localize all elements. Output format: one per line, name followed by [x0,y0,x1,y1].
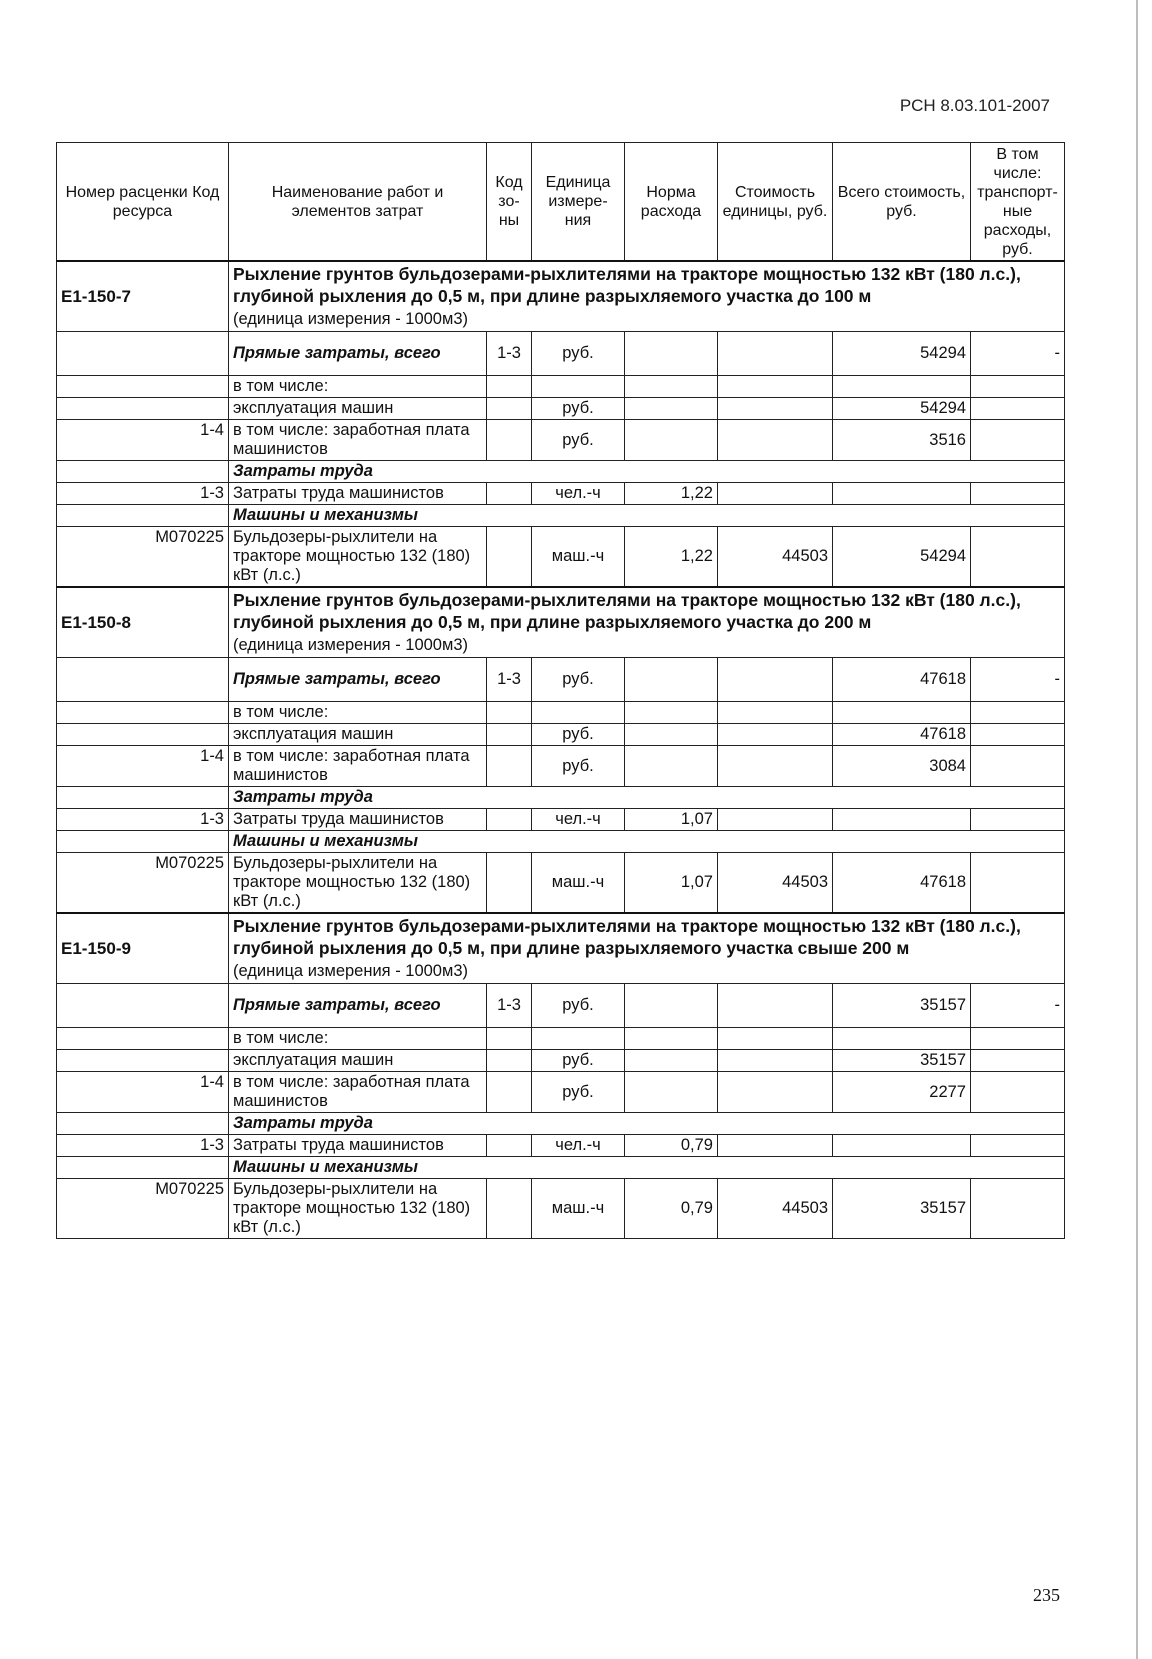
wage-unit: руб. [532,420,625,461]
cell-empty [718,1135,833,1157]
including-row [57,376,1065,398]
direct-costs-total: 35157 [833,984,971,1028]
machine-resource-unit: маш.-ч [532,853,625,914]
labor-header-row [57,461,1065,483]
header-name: Наименование работ и элементов затрат [229,143,487,262]
cell-empty [971,376,1065,398]
header-unit-cost: Стоимость единицы, руб. [718,143,833,262]
labor-unit: чел.-ч [532,809,625,831]
cell-empty [971,527,1065,588]
rate-title-row [57,913,1065,984]
machine-resource-name: Бульдозеры-рыхлители на тракторе мощностью 132 (180) кВт (л.с.) [229,527,487,588]
machine-operation-row [57,724,1065,746]
rate-title-text: Рыхление грунтов бульдозерами-рыхлителями на тракторе мощностью 132 кВт (180 л.с.), глубиной рыхления до 0,5 м, при длине разрыхляемого участка до 100 м [233,264,1021,306]
cell-empty [971,1072,1065,1113]
machine-resource-code: М070225 [57,853,229,914]
including-row [57,702,1065,724]
wage-unit: руб. [532,746,625,787]
including-label: в том числе: [229,1028,487,1050]
cell-empty [718,1072,833,1113]
cell-empty [625,1028,718,1050]
cell-empty [718,809,833,831]
cell-empty [971,1135,1065,1157]
cell-empty [57,1157,229,1179]
cell-empty [57,1113,229,1135]
cell-empty [718,746,833,787]
direct-costs-row [57,984,1065,1028]
cell-empty [625,1072,718,1113]
cell-empty [57,505,229,527]
machine-resource-code: М070225 [57,527,229,588]
cell-empty [625,984,718,1028]
machine-operation-unit: руб. [532,398,625,420]
labor-code: 1-3 [57,483,229,505]
rate-title [229,261,1065,332]
cell-empty [487,420,532,461]
cell-empty [487,1072,532,1113]
cell-empty [971,420,1065,461]
rate-unit-line: (единица измерения - 1000м3) [233,310,468,328]
direct-costs-total: 54294 [833,332,971,376]
labor-header: Затраты труда [229,1113,1065,1135]
cell-empty [487,1050,532,1072]
machines-header-row [57,831,1065,853]
rates-table [56,142,1065,1239]
direct-costs-label: Прямые затраты, всего [229,658,487,702]
wage-code: 1-4 [57,1072,229,1113]
cell-empty [625,398,718,420]
machine-operation-label: эксплуатация машин [229,398,487,420]
rate-title [229,587,1065,658]
cell-empty [57,1050,229,1072]
header-transport: В том числе: транспорт-ные расходы, руб. [971,143,1065,262]
cell-empty [971,746,1065,787]
wage-total: 3516 [833,420,971,461]
machine-operation-row [57,398,1065,420]
labor-norm: 0,79 [625,1135,718,1157]
machine-resource-row [57,853,1065,914]
wage-total: 3084 [833,746,971,787]
rate-title-text: Рыхление грунтов бульдозерами-рыхлителями на тракторе мощностью 132 кВт (180 л.с.), глубиной рыхления до 0,5 м, при длине разрыхляемого участка свыше 200 м [233,916,1021,958]
cell-empty [718,376,833,398]
cell-empty [487,1135,532,1157]
rate-code: Е1-150-9 [57,913,229,984]
direct-costs-transport: - [971,332,1065,376]
machines-header-row [57,1157,1065,1179]
rate-title [229,913,1065,984]
header-zone: Код зо-ны [487,143,532,262]
page-edge-line [1136,0,1138,1659]
rate-title-row [57,587,1065,658]
cell-empty [57,332,229,376]
machine-operation-total: 47618 [833,724,971,746]
cell-empty [487,809,532,831]
cell-empty [57,787,229,809]
wage-unit: руб. [532,1072,625,1113]
cell-empty [718,1050,833,1072]
direct-costs-row [57,658,1065,702]
machine-resource-code: М070225 [57,1179,229,1239]
rate-unit-line: (единица измерения - 1000м3) [233,962,468,980]
rate-code: Е1-150-7 [57,261,229,332]
machine-resource-unit-cost: 44503 [718,853,833,914]
cell-empty [833,1028,971,1050]
machine-resource-unit-cost: 44503 [718,527,833,588]
cell-empty [487,1179,532,1239]
labor-row [57,483,1065,505]
cell-empty [57,831,229,853]
document-code: РСН 8.03.101-2007 [899,96,1050,115]
cell-empty [57,1028,229,1050]
labor-code: 1-3 [57,1135,229,1157]
rate-title-row [57,261,1065,332]
direct-costs-transport: - [971,984,1065,1028]
cell-empty [625,746,718,787]
cell-empty [57,702,229,724]
direct-costs-unit: руб. [532,984,625,1028]
cell-empty [625,332,718,376]
cell-empty [625,376,718,398]
cell-empty [833,809,971,831]
machine-resource-name: Бульдозеры-рыхлители на тракторе мощностью 132 (180) кВт (л.с.) [229,1179,487,1239]
labor-code: 1-3 [57,809,229,831]
machine-resource-row [57,1179,1065,1239]
labor-row [57,1135,1065,1157]
cell-empty [971,1028,1065,1050]
cell-empty [833,483,971,505]
machines-header: Машины и механизмы [229,1157,1065,1179]
wage-row [57,1072,1065,1113]
machine-resource-unit: маш.-ч [532,1179,625,1239]
labor-label: Затраты труда машинистов [229,483,487,505]
machine-resource-total: 54294 [833,527,971,588]
cell-empty [487,853,532,914]
machine-resource-norm: 1,07 [625,853,718,914]
wage-label: в том числе: заработная плата машинистов [229,420,487,461]
cell-empty [971,724,1065,746]
labor-header: Затраты труда [229,787,1065,809]
machine-resource-unit: маш.-ч [532,527,625,588]
cell-empty [487,376,532,398]
cell-empty [718,984,833,1028]
including-label: в том числе: [229,376,487,398]
table-header [57,143,1065,262]
cell-empty [971,853,1065,914]
machine-operation-unit: руб. [532,1050,625,1072]
cell-empty [57,376,229,398]
direct-costs-label: Прямые затраты, всего [229,984,487,1028]
cell-empty [833,702,971,724]
wage-code: 1-4 [57,420,229,461]
cell-empty [57,724,229,746]
machine-resource-norm: 1,22 [625,527,718,588]
cell-empty [971,1050,1065,1072]
header-total-cost: Всего стоимость, руб. [833,143,971,262]
wage-code: 1-4 [57,746,229,787]
labor-label: Затраты труда машинистов [229,1135,487,1157]
cell-empty [57,984,229,1028]
cell-empty [532,702,625,724]
machines-header: Машины и механизмы [229,505,1065,527]
wage-row [57,746,1065,787]
page-number: 235 [1033,1585,1060,1605]
labor-row [57,809,1065,831]
direct-costs-zone: 1-3 [487,984,532,1028]
direct-costs-label: Прямые затраты, всего [229,332,487,376]
direct-costs-zone: 1-3 [487,332,532,376]
cell-empty [625,702,718,724]
cell-empty [625,420,718,461]
cell-empty [718,724,833,746]
cell-empty [532,376,625,398]
cell-empty [487,1028,532,1050]
cell-empty [487,398,532,420]
wage-label: в том числе: заработная плата машинистов [229,1072,487,1113]
machine-operation-total: 35157 [833,1050,971,1072]
cell-empty [971,809,1065,831]
machine-resource-name: Бульдозеры-рыхлители на тракторе мощностью 132 (180) кВт (л.с.) [229,853,487,914]
cell-empty [57,398,229,420]
machine-resource-unit-cost: 44503 [718,1179,833,1239]
machine-operation-label: эксплуатация машин [229,724,487,746]
direct-costs-zone: 1-3 [487,658,532,702]
labor-unit: чел.-ч [532,1135,625,1157]
cell-empty [971,483,1065,505]
cell-empty [833,1135,971,1157]
rate-unit-line: (единица измерения - 1000м3) [233,636,468,654]
cell-empty [718,420,833,461]
labor-header-row [57,787,1065,809]
table-body [57,261,1065,1239]
cell-empty [57,658,229,702]
cell-empty [718,332,833,376]
cell-empty [718,658,833,702]
including-row [57,1028,1065,1050]
labor-header-row [57,1113,1065,1135]
wage-total: 2277 [833,1072,971,1113]
cell-empty [487,746,532,787]
machines-header: Машины и механизмы [229,831,1065,853]
cell-empty [625,658,718,702]
rate-title-text: Рыхление грунтов бульдозерами-рыхлителями на тракторе мощностью 132 кВт (180 л.с.), глубиной рыхления до 0,5 м, при длине разрыхляемого участка до 200 м [233,590,1021,632]
direct-costs-unit: руб. [532,658,625,702]
cell-empty [625,724,718,746]
machines-header-row [57,505,1065,527]
header-rate-code: Номер расценки Код ресурса [57,143,229,262]
labor-norm: 1,07 [625,809,718,831]
cell-empty [971,398,1065,420]
cell-empty [487,702,532,724]
direct-costs-total: 47618 [833,658,971,702]
machine-resource-total: 47618 [833,853,971,914]
labor-header: Затраты труда [229,461,1065,483]
rate-code: Е1-150-8 [57,587,229,658]
cell-empty [718,1028,833,1050]
machine-operation-row [57,1050,1065,1072]
labor-norm: 1,22 [625,483,718,505]
cell-empty [487,724,532,746]
header-norm: Норма расхода [625,143,718,262]
machine-resource-total: 35157 [833,1179,971,1239]
cell-empty [487,527,532,588]
machine-operation-total: 54294 [833,398,971,420]
cell-empty [718,483,833,505]
machine-operation-unit: руб. [532,724,625,746]
cell-empty [487,483,532,505]
cell-empty [57,461,229,483]
header-unit: Единица измере-ния [532,143,625,262]
machine-resource-row [57,527,1065,588]
cell-empty [833,376,971,398]
wage-label: в том числе: заработная плата машинистов [229,746,487,787]
direct-costs-transport: - [971,658,1065,702]
machine-resource-norm: 0,79 [625,1179,718,1239]
cell-empty [625,1050,718,1072]
cell-empty [971,702,1065,724]
cell-empty [971,1179,1065,1239]
cell-empty [532,1028,625,1050]
cell-empty [718,398,833,420]
including-label: в том числе: [229,702,487,724]
direct-costs-unit: руб. [532,332,625,376]
labor-label: Затраты труда машинистов [229,809,487,831]
labor-unit: чел.-ч [532,483,625,505]
wage-row [57,420,1065,461]
cell-empty [718,702,833,724]
machine-operation-label: эксплуатация машин [229,1050,487,1072]
direct-costs-row [57,332,1065,376]
